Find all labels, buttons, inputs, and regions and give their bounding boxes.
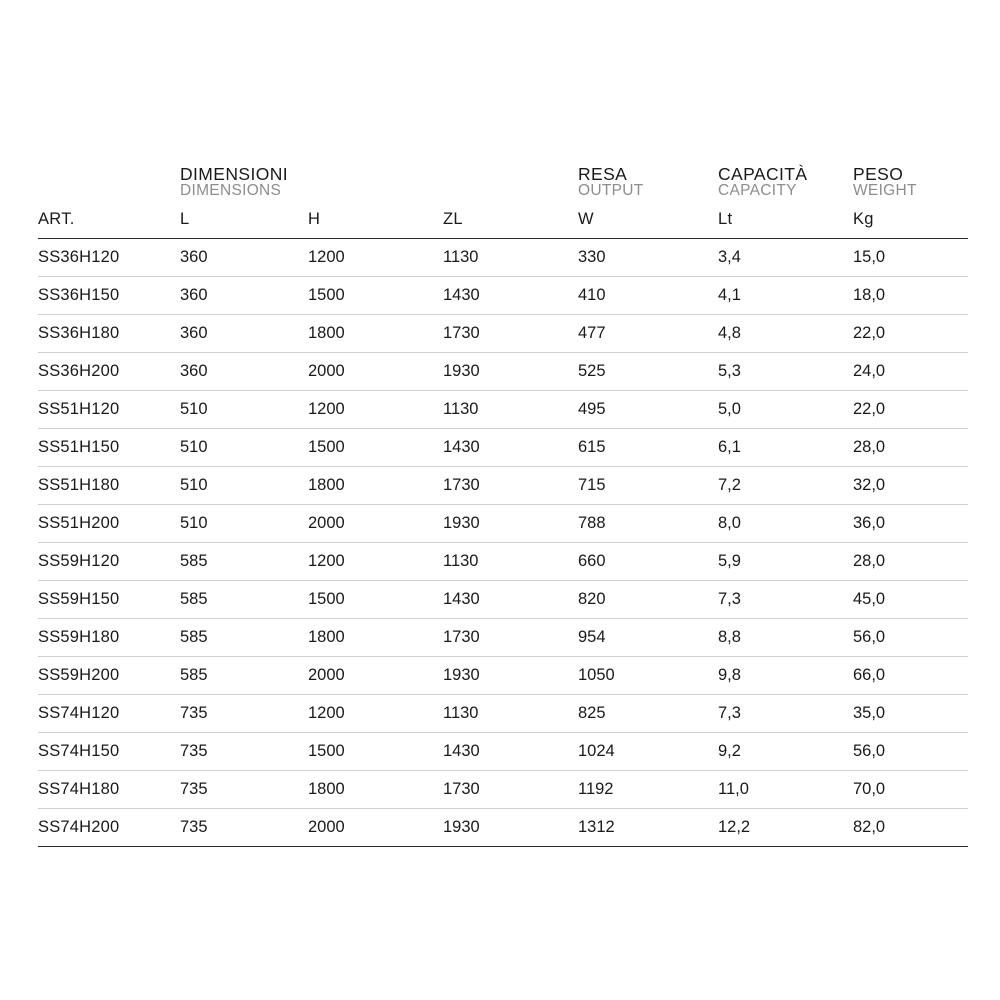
cell-lt: 3,4 (718, 238, 853, 276)
cell-kg: 70,0 (853, 770, 968, 808)
cell-l: 585 (180, 580, 308, 618)
table-row (38, 390, 968, 428)
cell-kg: 56,0 (853, 618, 968, 656)
cell-zl: 1930 (443, 808, 578, 846)
cell-kg: 32,0 (853, 466, 968, 504)
cell-l: 510 (180, 390, 308, 428)
table-row (38, 618, 968, 656)
cell-zl: 1130 (443, 694, 578, 732)
cell-h: 1800 (308, 314, 443, 352)
cell-lt: 4,1 (718, 276, 853, 314)
table-row (38, 314, 968, 352)
cell-w: 1050 (578, 656, 718, 694)
cell-art: SS59H180 (38, 618, 180, 656)
cell-kg: 15,0 (853, 238, 968, 276)
group-header-weight (853, 165, 968, 204)
column-header-art: ART. (38, 204, 180, 239)
column-header-kg: Kg (853, 204, 968, 239)
cell-w: 1312 (578, 808, 718, 846)
cell-kg: 22,0 (853, 390, 968, 428)
cell-h: 1200 (308, 390, 443, 428)
table-row (38, 732, 968, 770)
cell-art: SS51H200 (38, 504, 180, 542)
group-label-english: DIMENSIONS (180, 182, 282, 200)
table-row (38, 428, 968, 466)
cell-lt: 5,9 (718, 542, 853, 580)
cell-l: 360 (180, 314, 308, 352)
cell-w: 825 (578, 694, 718, 732)
column-header-l: L (180, 204, 308, 239)
group-header-dimensions (180, 165, 578, 204)
cell-art: SS74H180 (38, 770, 180, 808)
cell-zl: 1730 (443, 314, 578, 352)
cell-kg: 18,0 (853, 276, 968, 314)
cell-zl: 1730 (443, 466, 578, 504)
cell-lt: 5,0 (718, 390, 853, 428)
cell-zl: 1930 (443, 656, 578, 694)
cell-w: 788 (578, 504, 718, 542)
cell-art: SS36H200 (38, 352, 180, 390)
cell-w: 615 (578, 428, 718, 466)
cell-w: 1192 (578, 770, 718, 808)
cell-art: SS51H180 (38, 466, 180, 504)
group-header-row (38, 165, 968, 204)
cell-lt: 12,2 (718, 808, 853, 846)
table-row (38, 466, 968, 504)
group-label-english: WEIGHT (853, 182, 917, 200)
cell-zl: 1130 (443, 238, 578, 276)
column-header-w: W (578, 204, 718, 239)
cell-kg: 24,0 (853, 352, 968, 390)
cell-w: 715 (578, 466, 718, 504)
cell-w: 410 (578, 276, 718, 314)
group-header-output (578, 165, 718, 204)
column-header-lt: Lt (718, 204, 853, 239)
cell-h: 2000 (308, 352, 443, 390)
cell-l: 735 (180, 770, 308, 808)
table-row (38, 542, 968, 580)
cell-w: 1024 (578, 732, 718, 770)
cell-kg: 36,0 (853, 504, 968, 542)
cell-zl: 1730 (443, 618, 578, 656)
cell-lt: 7,2 (718, 466, 853, 504)
cell-zl: 1130 (443, 390, 578, 428)
group-label-english: OUTPUT (578, 182, 644, 200)
cell-art: SS74H200 (38, 808, 180, 846)
cell-zl: 1930 (443, 504, 578, 542)
cell-zl: 1430 (443, 276, 578, 314)
cell-w: 477 (578, 314, 718, 352)
cell-kg: 35,0 (853, 694, 968, 732)
cell-kg: 82,0 (853, 808, 968, 846)
cell-lt: 9,8 (718, 656, 853, 694)
cell-art: SS59H150 (38, 580, 180, 618)
group-label-italian: RESA (578, 164, 628, 184)
cell-h: 1200 (308, 238, 443, 276)
cell-zl: 1130 (443, 542, 578, 580)
cell-h: 2000 (308, 656, 443, 694)
cell-lt: 8,8 (718, 618, 853, 656)
cell-lt: 5,3 (718, 352, 853, 390)
cell-l: 585 (180, 656, 308, 694)
table-row (38, 238, 968, 276)
column-header-h: H (308, 204, 443, 239)
column-header-zl: ZL (443, 204, 578, 239)
table-row (38, 656, 968, 694)
cell-zl: 1430 (443, 732, 578, 770)
cell-zl: 1930 (443, 352, 578, 390)
cell-w: 660 (578, 542, 718, 580)
cell-l: 360 (180, 276, 308, 314)
column-header-row (38, 204, 968, 239)
table-row (38, 694, 968, 732)
cell-h: 1800 (308, 618, 443, 656)
cell-l: 585 (180, 542, 308, 580)
cell-h: 1200 (308, 542, 443, 580)
cell-kg: 45,0 (853, 580, 968, 618)
cell-h: 2000 (308, 808, 443, 846)
cell-l: 510 (180, 428, 308, 466)
table-body (38, 238, 968, 846)
table-row (38, 770, 968, 808)
group-header-empty (38, 165, 180, 204)
cell-kg: 66,0 (853, 656, 968, 694)
cell-art: SS36H120 (38, 238, 180, 276)
cell-zl: 1730 (443, 770, 578, 808)
cell-kg: 28,0 (853, 542, 968, 580)
cell-lt: 7,3 (718, 694, 853, 732)
cell-lt: 4,8 (718, 314, 853, 352)
cell-art: SS36H180 (38, 314, 180, 352)
cell-art: SS59H200 (38, 656, 180, 694)
cell-l: 510 (180, 466, 308, 504)
cell-h: 1500 (308, 428, 443, 466)
cell-w: 495 (578, 390, 718, 428)
cell-art: SS74H150 (38, 732, 180, 770)
cell-art: SS59H120 (38, 542, 180, 580)
cell-lt: 11,0 (718, 770, 853, 808)
table-row (38, 580, 968, 618)
table-header (38, 165, 968, 238)
cell-kg: 22,0 (853, 314, 968, 352)
cell-w: 330 (578, 238, 718, 276)
cell-art: SS51H120 (38, 390, 180, 428)
table-row (38, 808, 968, 846)
cell-kg: 28,0 (853, 428, 968, 466)
cell-art: SS51H150 (38, 428, 180, 466)
cell-h: 1500 (308, 276, 443, 314)
cell-zl: 1430 (443, 428, 578, 466)
cell-l: 735 (180, 694, 308, 732)
cell-l: 510 (180, 504, 308, 542)
cell-h: 1500 (308, 580, 443, 618)
group-label-italian: PESO (853, 164, 904, 184)
cell-l: 360 (180, 352, 308, 390)
cell-l: 735 (180, 732, 308, 770)
cell-h: 1500 (308, 732, 443, 770)
cell-h: 1800 (308, 466, 443, 504)
cell-w: 820 (578, 580, 718, 618)
cell-h: 1800 (308, 770, 443, 808)
cell-lt: 6,1 (718, 428, 853, 466)
cell-l: 735 (180, 808, 308, 846)
cell-w: 525 (578, 352, 718, 390)
cell-art: SS36H150 (38, 276, 180, 314)
group-label-italian: CAPACITÀ (718, 164, 808, 184)
table-row (38, 352, 968, 390)
cell-lt: 8,0 (718, 504, 853, 542)
cell-l: 360 (180, 238, 308, 276)
cell-h: 2000 (308, 504, 443, 542)
cell-w: 954 (578, 618, 718, 656)
group-label-english: CAPACITY (718, 182, 797, 200)
cell-lt: 9,2 (718, 732, 853, 770)
table-row (38, 276, 968, 314)
cell-zl: 1430 (443, 580, 578, 618)
group-header-capacity (718, 165, 853, 204)
group-label-italian: DIMENSIONI (180, 164, 289, 184)
cell-h: 1200 (308, 694, 443, 732)
cell-lt: 7,3 (718, 580, 853, 618)
cell-l: 585 (180, 618, 308, 656)
specifications-table (38, 165, 968, 847)
cell-art: SS74H120 (38, 694, 180, 732)
table-row (38, 504, 968, 542)
cell-kg: 56,0 (853, 732, 968, 770)
